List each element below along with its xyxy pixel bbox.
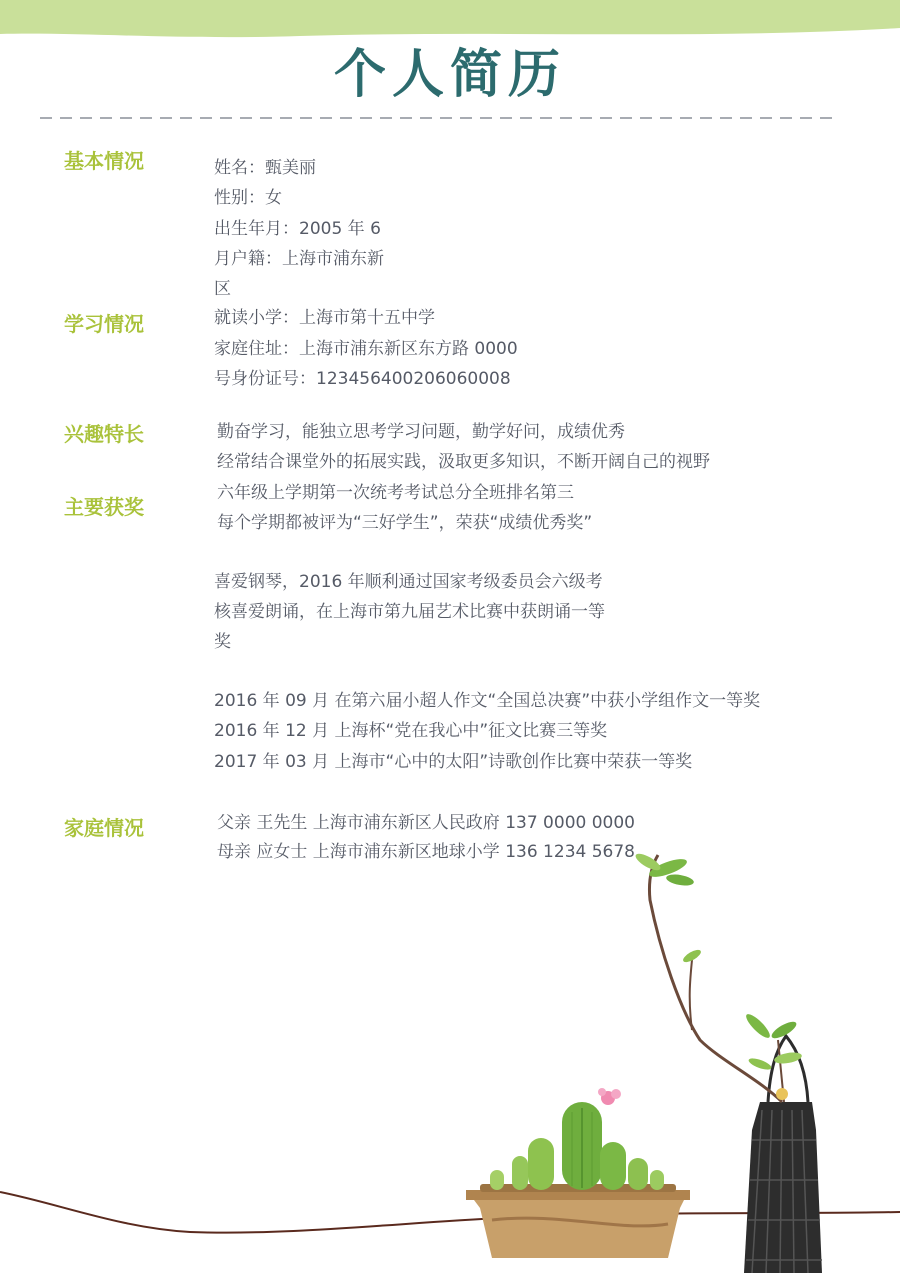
family-line: 母亲 应女士 上海市浦东新区地球小学 136 1234 5678 [217, 842, 635, 862]
awards-para-line: 奖 [214, 632, 231, 652]
basic-line: 区 [214, 279, 231, 299]
page-title: 个人简历 [333, 45, 566, 105]
awards-para-line: 喜爱钢琴，2016 年顺利通过国家考级委员会六级考 [214, 572, 603, 592]
top-green-band [0, 0, 900, 40]
basic-line: 月户籍：上海市浦东新 [214, 249, 384, 269]
family-line: 父亲 王先生 上海市浦东新区人民政府 137 0000 0000 [217, 813, 635, 833]
interests-line: 经常结合课堂外的拓展实践，汲取更多知识，不断开阔自己的视野 [217, 452, 710, 472]
cactus-pot-icon [466, 1088, 690, 1258]
section-label-family: 家庭情况 [64, 816, 144, 840]
decoration-illustration [0, 840, 900, 1273]
study-line: 号身份证号：123456400206060008 [214, 369, 511, 389]
award-item: 2017 年 03 月 上海市“心中的太阳”诗歌创作比赛中荣获一等奖 [214, 752, 693, 772]
section-label-interests: 兴趣特长 [64, 422, 144, 446]
awards-para-line: 核喜爱朗诵，在上海市第九届艺术比赛中获朗诵一等 [214, 602, 605, 622]
interests-line: 六年级上学期第一次统考考试总分全班排名第三 [217, 483, 574, 503]
basic-line: 性别：女 [214, 188, 282, 208]
basic-line: 姓名：甄美丽 [214, 158, 316, 178]
section-label-study: 学习情况 [64, 312, 144, 336]
title-divider [40, 116, 840, 120]
award-item: 2016 年 09 月 在第六届小超人作文“全国总决赛”中获小学组作文一等奖 [214, 691, 761, 711]
section-label-awards: 主要获奖 [64, 495, 144, 519]
award-item: 2016 年 12 月 上海杯“党在我心中”征文比赛三等奖 [214, 721, 608, 741]
basic-line: 出生年月：2005 年 6 [214, 219, 381, 239]
study-line: 就读小学：上海市第十五中学 [214, 308, 435, 328]
study-line: 家庭住址：上海市浦东新区东方路 0000 [214, 339, 518, 359]
section-label-basic: 基本情况 [64, 149, 144, 173]
interests-line: 勤奋学习，能独立思考学习问题，勤学好问，成绩优秀 [217, 422, 625, 442]
interests-line: 每个学期都被评为“三好学生”，荣获“成绩优秀奖” [217, 513, 593, 533]
